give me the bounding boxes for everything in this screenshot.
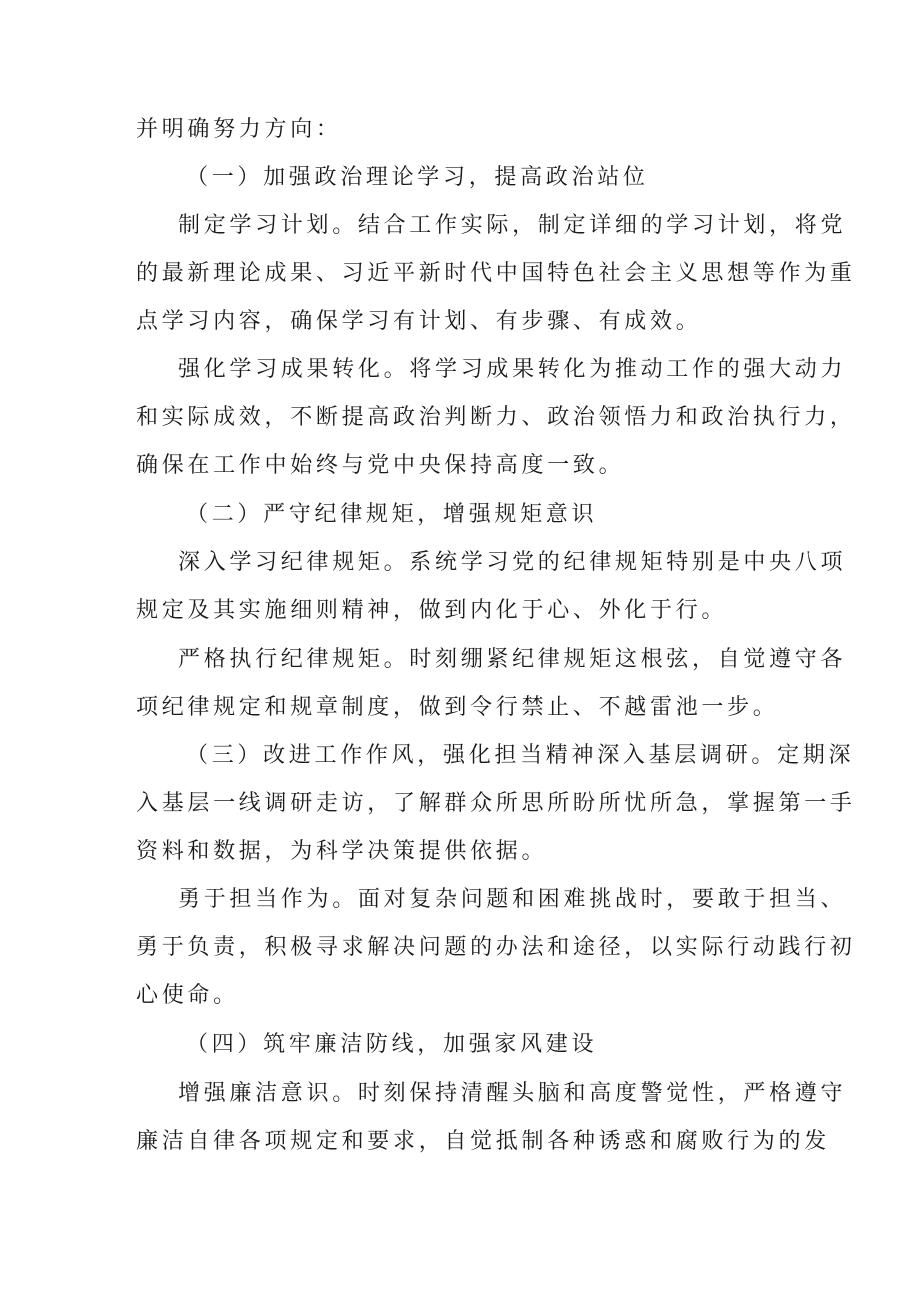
text-line: 项纪律规定和规章制度，做到令行禁止、不越雷池一步。 <box>136 695 779 720</box>
text-line: 和实际成效，不断提高政治判断力、政治领悟力和政治执行力， <box>136 405 856 430</box>
section-heading: （二）严守纪律规矩，增强规矩意识 <box>186 502 598 527</box>
text-line: 制定学习计划。结合工作实际，制定详细的学习计划，将党 <box>178 213 847 238</box>
text-line: 规定及其实施细则精神，做到内化于心、外化于行。 <box>136 598 728 623</box>
text-line: 心使命。 <box>136 983 239 1008</box>
text-line: 廉洁自律各项规定和要求，自觉抵制各种诱惑和腐败行为的发 <box>136 1129 830 1154</box>
text-line: 的最新理论成果、习近平新时代中国特色社会主义思想等作为重 <box>136 261 856 286</box>
section-heading: （三）改进工作作风，强化担当精神深入基层调研。定期深 <box>186 743 855 768</box>
section-heading: （四）筑牢廉洁防线，加强家风建设 <box>186 1032 598 1057</box>
text-line: 资料和数据，为科学决策提供依据。 <box>136 839 548 864</box>
text-line: 增强廉洁意识。时刻保持清醒头脑和高度警觉性，严格遵守 <box>178 1081 847 1106</box>
text-line: 入基层一线调研走访，了解群众所思所盼所忧所急，掌握第一手 <box>136 791 856 816</box>
text-line: 严格执行纪律规矩。时刻绷紧纪律规矩这根弦，自觉遵守各 <box>178 647 847 672</box>
text-line: 点学习内容，确保学习有计划、有步骤、有成效。 <box>136 309 702 334</box>
section-heading: （一）加强政治理论学习，提高政治站位 <box>186 165 649 190</box>
text-line: 强化学习成果转化。将学习成果转化为推动工作的强大动力 <box>178 357 847 382</box>
text-line: 并明确努力方向： <box>136 117 342 142</box>
text-line: 勇于担当作为。面对复杂问题和困难挑战时，要敢于担当、 <box>178 887 847 912</box>
text-line: 勇于负责，积极寻求解决问题的办法和途径，以实际行动践行初 <box>136 935 856 960</box>
text-line: 深入学习纪律规矩。系统学习党的纪律规矩特别是中央八项 <box>178 550 847 575</box>
text-line: 确保在工作中始终与党中央保持高度一致。 <box>136 453 625 478</box>
